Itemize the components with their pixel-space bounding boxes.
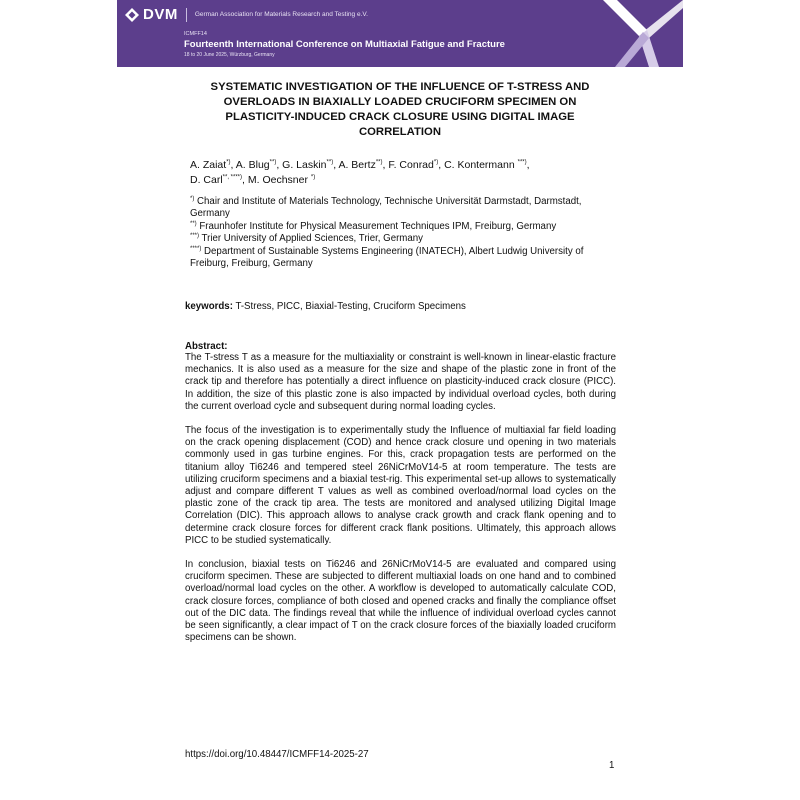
author: F. Conrad (388, 159, 434, 171)
affiliation-mark: **) (190, 220, 197, 227)
affiliation (190, 233, 620, 245)
author-mark: *) (310, 174, 316, 181)
author-list (190, 158, 620, 188)
author: M. Oechsner (247, 174, 308, 186)
page-number: 1 (609, 760, 615, 771)
affiliation-text: Chair and Institute of Materials Technology, Technische Universität Darmstadt, Darmstadt, (197, 196, 582, 207)
doi-link[interactable]: https://doi.org/10.48447/ICMFF14-2025-27 (185, 749, 369, 760)
keywords (185, 301, 615, 312)
author: A. Blug (235, 159, 270, 171)
author-mark: ***) (517, 159, 527, 166)
author: D. Carl (190, 174, 223, 186)
affiliation-continuation: Freiburg, Freiburg, Germany (190, 258, 313, 270)
affiliations (190, 196, 620, 270)
affiliation (190, 246, 620, 258)
affiliation-mark: ****) (190, 245, 202, 252)
author-mark: **) (326, 159, 334, 166)
conference-tag: ICMFF14 (184, 31, 207, 37)
author-mark: *) (433, 159, 439, 166)
author-line-1: A. Zaiat*), A. Blug**), G. Laskin**), A. Bertz**), F. Conrad*), C. Kontermann ***), (190, 159, 530, 171)
affiliation-text: Department of Sustainable Systems Engineering (INATECH), Albert Ludwig University of (204, 245, 584, 257)
author-mark: **) (269, 159, 277, 166)
dvm-logo (125, 6, 368, 23)
author-line-2: D. Carl**, ****), M. Oechsner *) (190, 174, 316, 186)
keywords-value: T-Stress, PICC, Biaxial-Testing, Cruciform Specimens (235, 301, 466, 312)
affiliation (190, 221, 620, 233)
logo-divider (186, 8, 187, 22)
paper-title (200, 80, 600, 140)
association-name: German Association for Materials Research and Testing e.V. (194, 11, 368, 18)
conference-name: Fourteenth International Conference on Multiaxial Fatigue and Fracture (184, 39, 505, 50)
title-line: PLASTICITY-INDUCED CRACK CLOSURE USING DIGITAL IMAGE (225, 111, 575, 123)
title-line: CORRELATION (358, 126, 441, 138)
author: A. Zaiat (190, 159, 227, 171)
abstract-paragraph-2: The focus of the investigation is to experimentally study the Influence of multiaxial far field loading on the crack opening displacement (COD) and hence crack closure und opening in two materials commonly used in gas turbine engines. For this, crack propagation tests are performed on the titanium alloy Ti6246 and tempered steel 26NiCrMoV14-5 at room temperature. The tests are utilizing cruciform specimens and a biaxial test-rig. This experimental set-up allows to systematically adjust and compare different T values as well as combined overload/normal load cycles on the plastic zone of the crack tip area. The tests are monitored and analysed utilizing Digital Image Correlation (DIC). This approach allows to analyse crack growth and crack flank opening and to determine crack closure forces for different crack flank positions. Ultimately, this approach allows PICC to be studied systematically. (185, 425, 616, 546)
abstract-paragraph-3: In conclusion, biaxial tests on Ti6246 and 26NiCrMoV14-5 are evaluated and compared using cruciform specimen. These are subjected to different multiaxial loads on one hand and to combined overload/normal load cycles on the other. A workflow is developed to automatically calculate COD, crack closure forces, compliance of both closed and opened cracks and finally the compliance offset out of the DIC data. The findings reveal that while the influence of individual overload cycles cannot be seen significantly, a clear impact of T on the crack closure forces of the biaxially loaded cruciform specimens can be shown. (185, 559, 616, 644)
affiliation-mark: ***) (190, 232, 200, 239)
affiliation-mark: *) (190, 195, 195, 202)
author-mark: **, ****) (222, 174, 243, 181)
conference-date: 18 to 20 June 2025, Würzburg, Germany (184, 52, 275, 58)
title-line: SYSTEMATIC INVESTIGATION OF THE INFLUENCE OF T-STRESS AND (210, 81, 590, 93)
author: G. Laskin (282, 159, 327, 171)
affiliation-text: Trier University of Applied Sciences, Trier, Germany (201, 233, 423, 245)
banner-x-graphic (603, 0, 683, 67)
author-mark: *) (226, 159, 231, 166)
abstract-heading: Abstract: (185, 341, 228, 352)
affiliation-continuation: Germany (190, 208, 230, 220)
affiliation-text: Fraunhofer Institute for Physical Measurement Techniques IPM, Freiburg, Germany (199, 220, 557, 232)
author: C. Kontermann (444, 159, 515, 171)
author: A. Bertz (338, 159, 376, 171)
logo-text: DVM (143, 6, 178, 23)
conference-banner (117, 0, 683, 67)
abstract-body (185, 352, 616, 656)
affiliation (190, 196, 620, 208)
title-line: OVERLOADS IN BIAXIALLY LOADED CRUCIFORM SPECIMEN ON (223, 96, 577, 108)
author-mark: **) (375, 159, 383, 166)
keywords-label: keywords: (185, 301, 233, 312)
abstract-paragraph-1: The T-stress T as a measure for the multiaxiality or constraint is well-known in linear-elastic fracture mechanics. It is also used as a measure for the size and shape of the plastic zone in front of the crack tip and therefore has potentially a direct influence on plasticity-induced crack closure (PICC). In addition, the size of this plastic zone is also impacted by individual overload cycles, both during the current overload cycle and subsequent during normal loading cycles. (185, 352, 616, 412)
dvm-diamond-icon (125, 8, 139, 22)
